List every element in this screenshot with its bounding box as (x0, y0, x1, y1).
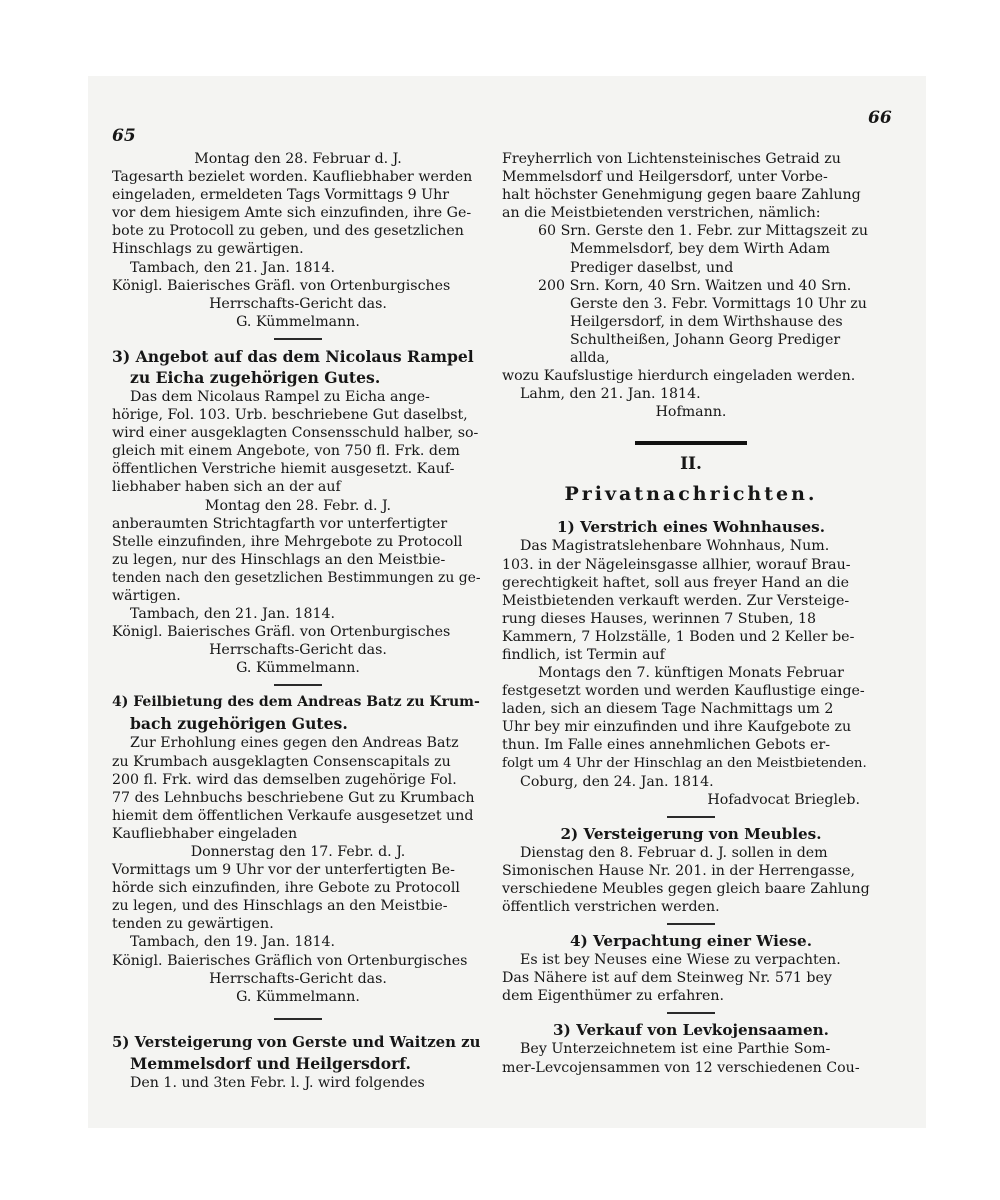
divider (274, 1018, 322, 1020)
body-line: Stelle einzufinden, ihre Mehrgebote zu Protocoll (112, 533, 463, 550)
list-item: 60 Srn. Gerste den 1. Febr. zur Mittagszeit zu Memmelsdorf, bey dem Wirth Adam Prediger daselbst, und (538, 223, 869, 276)
divider (274, 684, 322, 686)
body-line: 200 fl. Frk. wird das demselben zugehörige Fol. (112, 771, 457, 788)
body-line: Hinschlags zu gewärtigen. (112, 241, 304, 258)
body-line: eingeladen, ermeldeten Tags Vormittags 9 Uhr (112, 187, 450, 204)
office-line: Herrschafts-Gericht das. (209, 642, 387, 659)
place-date: Lahm, den 21. Jan. 1814. (520, 386, 701, 403)
place-date: Tambach, den 21. Jan. 1814. (130, 606, 336, 623)
left-column (112, 150, 484, 1092)
body-line: Memmelsdorf und Heilgersdorf, unter Vorbe- (502, 169, 828, 186)
body-line: Bey Unterzeichnetem ist eine Parthie Som- (520, 1041, 831, 1058)
body-line: tenden zu gewärtigen. (112, 916, 274, 933)
notice-5-left (112, 1032, 484, 1092)
divider (667, 816, 715, 818)
body-line: Das Nähere ist auf dem Steinweg Nr. 571 bey (502, 970, 832, 987)
place-date: Tambach, den 19. Jan. 1814. (130, 934, 336, 951)
date-line: Montags den 7. künftigen Monats Februar (538, 665, 844, 682)
body-line: tenden nach den gesetzlichen Bestimmungen zu ge- (112, 569, 481, 586)
date-line: Montag den 28. Februar d. J. (194, 151, 402, 167)
notice-1-right (502, 517, 880, 808)
body-line: laden, sich an diesem Tage Nachmittags um 2 (502, 701, 834, 718)
body-line: findlich, ist Termin auf (502, 646, 665, 663)
notice-title: 5) Versteigerung von Gerste und Waitzen zu (112, 1032, 481, 1051)
body-line: liebhaber haben sich an der auf (112, 479, 341, 496)
body-line: Den 1. und 3ten Febr. l. J. wird folgendes (130, 1074, 425, 1091)
body-line: Uhr bey mir einzufinden und ihre Kaufgebote zu (502, 719, 852, 736)
body-line: wärtigen. (112, 587, 181, 604)
body-line: Das dem Nicolaus Rampel zu Eicha ange- (130, 388, 430, 405)
signature: G. Kümmelmann. (236, 660, 360, 677)
notice-title: bach zugehörigen Gutes. (130, 714, 348, 734)
date-line: Donnerstag den 17. Febr. d. J. (190, 844, 406, 860)
body-line: 77 des Lehnbuchs beschriebene Gut zu Krumbach (112, 789, 475, 806)
office-line: Herrschafts-Gericht das. (209, 970, 387, 987)
office-line: Königl. Baierisches Gräflich von Ortenburgisches (112, 952, 468, 969)
signature: Hofadvocat Briegleb. (707, 791, 860, 808)
body-line: zu Krumbach ausgeklagten Consenscapitals zu (112, 753, 451, 770)
notice-3-right (502, 1020, 880, 1076)
section-number: II. (680, 454, 702, 475)
right-column (502, 150, 880, 1077)
notice-title: 3) Verkauf von Levkojensaamen. (553, 1021, 829, 1040)
divider (667, 1012, 715, 1014)
notice-title: 1) Verstrich eines Wohnhauses. (557, 518, 825, 537)
divider (274, 338, 322, 340)
page-number-right: 66 (868, 108, 892, 128)
body-line: an die Meistbietenden verstrichen, nämlich: (502, 205, 821, 222)
body-line: halt höchster Genehmigung gegen baare Zahlung (502, 187, 861, 204)
body-line: Zur Erhohlung eines gegen den Andreas Batz (130, 735, 459, 752)
notice-4-right (502, 931, 880, 1005)
body-line: Freyherrlich von Lichtensteinisches Getraid zu (502, 151, 841, 167)
body-line: hörde sich einzufinden, ihre Gebote zu Protocoll (112, 880, 460, 897)
body-line: zu legen, und des Hinschlags an den Meistbie- (112, 898, 448, 915)
notice-3-left (112, 346, 484, 678)
body-line: Kammern, 7 Holzställe, 1 Boden und 2 Keller be- (502, 628, 855, 645)
place-date: Tambach, den 21. Jan. 1814. (130, 259, 336, 276)
office-line: Herrschafts-Gericht das. (209, 295, 387, 312)
notice-title: 3) Angebot auf das dem Nicolaus Rampel (112, 346, 474, 366)
signature: G. Kümmelmann. (236, 988, 360, 1005)
body-line: öffentlich verstrichen werden. (502, 899, 720, 916)
body-line: hörige, Fol. 103. Urb. beschriebene Gut daselbst, (112, 407, 468, 424)
body-line: festgesetzt worden und werden Kauflustige einge- (502, 683, 865, 700)
body-line: rung dieses Hauses, werinnen 7 Stuben, 18 (502, 610, 817, 627)
body-line: zu legen, nur des Hinschlags an den Meistbie- (112, 551, 446, 568)
notice-continuation-right (502, 150, 880, 421)
body-line: bote zu Protocoll zu geben, und des gesetzlichen (112, 223, 464, 240)
body-line: folgt um 4 Uhr der Hinschlag an den Meistbietenden. (502, 755, 867, 771)
section-title: Privatnachrichten. (564, 483, 818, 506)
body-line: 103. in der Nägeleinsgasse allhier, worauf Brau- (502, 556, 851, 573)
place-date: Coburg, den 24. Jan. 1814. (520, 773, 714, 790)
notice-title: zu Eicha zugehörigen Gutes. (130, 367, 381, 387)
notice-title: 4) Feilbietung des dem Andreas Batz zu Krum- (112, 694, 480, 711)
notice-title: Memmelsdorf und Heilgersdorf. (130, 1053, 411, 1073)
body-line: wird einer ausgeklagten Consensschuld halber, so- (112, 425, 479, 442)
body-line: dem Eigenthümer zu erfahren. (502, 988, 725, 1005)
body-line: Kaufliebhaber eingeladen (112, 825, 298, 842)
office-line: Königl. Baierisches Gräfl. von Ortenburgisches (112, 624, 451, 641)
body-line: Das Magistratslehenbare Wohnhaus, Num. (520, 538, 830, 555)
body-line: gleich mit einem Angebote, von 750 fl. Frk. dem (112, 443, 460, 460)
body-line: Dienstag den 8. Februar d. J. sollen in dem (520, 844, 828, 861)
body-line: wozu Kaufslustige hierdurch eingeladen werden. (502, 368, 856, 385)
body-line: Simonischen Hause Nr. 201. in der Herrengasse, (502, 862, 856, 879)
section-rule (635, 441, 747, 445)
notice-4-left (112, 692, 484, 1005)
body-line: gerechtigkeit haftet, soll aus freyer Hand an die (502, 574, 850, 591)
body-line: Tagesarth bezielet worden. Kaufliebhaber werden (112, 169, 473, 186)
body-line: Vormittags um 9 Uhr vor der unterfertigten Be- (112, 862, 455, 879)
notice-title: 2) Versteigerung von Meubles. (560, 824, 822, 843)
signature: G. Kümmelmann. (236, 313, 360, 330)
body-line: Meistbietenden verkauft werden. Zur Versteige- (502, 592, 850, 609)
list-item: 200 Srn. Korn, 40 Srn. Waitzen und 40 Srn. Gerste den 3. Febr. Vormittags 10 Uhr zu Heilgersdorf, in dem Wirthshause des Schultheißen, Johann Georg Prediger allda, (538, 277, 867, 367)
signature: Hofmann. (655, 404, 727, 421)
body-line: thun. Im Falle eines annehmlichen Gebots er- (502, 737, 831, 754)
notice-title: 4) Verpachtung einer Wiese. (570, 932, 812, 951)
office-line: Königl. Baierisches Gräfl. von Ortenburgisches (112, 277, 451, 294)
notice-2-right (502, 824, 880, 916)
notice-continuation-left (112, 150, 484, 331)
body-line: Es ist bey Neuses eine Wiese zu verpachten. (520, 952, 841, 969)
page-number-left: 65 (112, 126, 136, 146)
body-line: öffentlichen Verstriche hiemit ausgesetzt. Kauf- (112, 461, 455, 478)
body-line: mer-Levcojensammen von 12 verschiedenen Cou- (502, 1059, 860, 1076)
body-line: vor dem hiesigem Amte sich einzufinden, ihre Ge- (112, 205, 472, 222)
date-line: Montag den 28. Febr. d. J. (204, 497, 392, 514)
body-line: verschiedene Meubles gegen gleich baare Zahlung (502, 881, 870, 897)
body-line: anberaumten Strichtagfarth vor unterfertigter (112, 515, 448, 532)
body-line: hiemit dem öffentlichen Verkaufe ausgesetzet und (112, 807, 474, 824)
divider (667, 923, 715, 925)
